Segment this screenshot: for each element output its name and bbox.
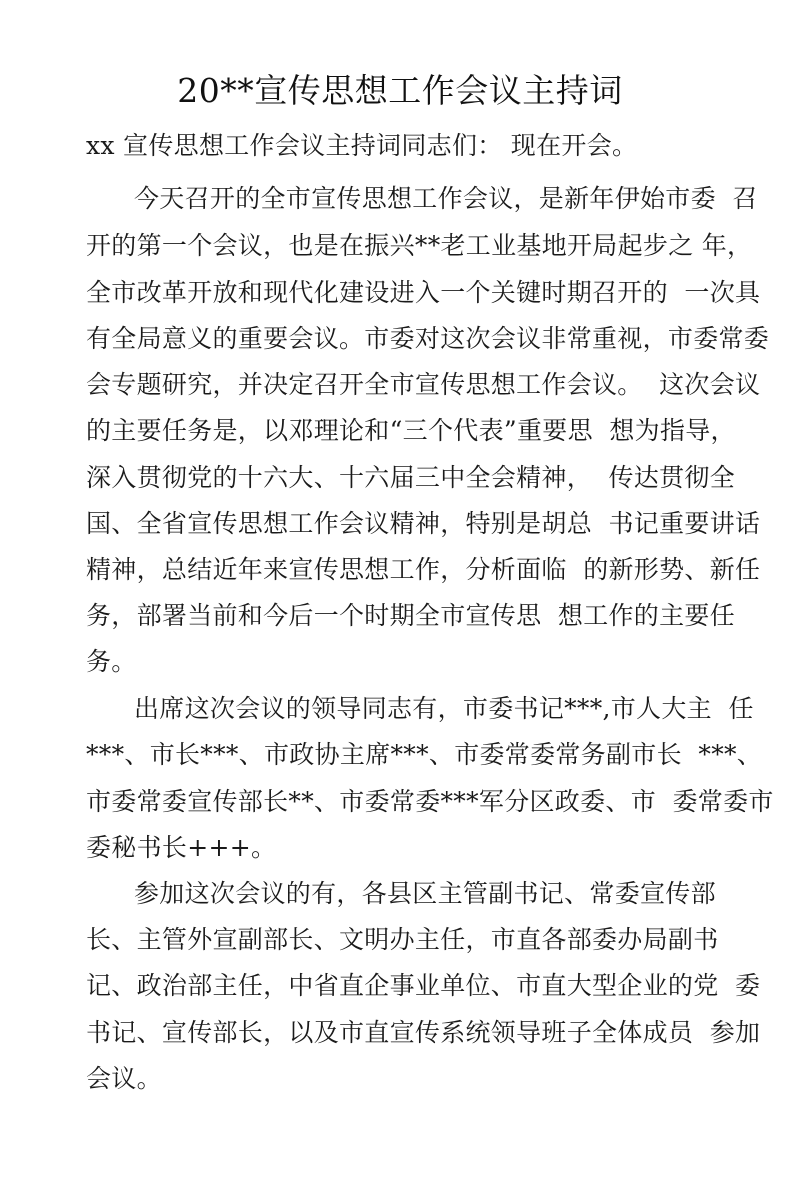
paragraph-1-line: 全市改革开放和现代化建设进入一个关键时期召开的 一次具 bbox=[86, 278, 761, 307]
paragraph-1-line: 今天召开的全市宣传思想工作会议，是新年伊始市委 召 bbox=[134, 184, 758, 213]
paragraph-2-line: 委秘书长+++。 bbox=[86, 833, 277, 862]
paragraph-3-line: 会议。 bbox=[86, 1064, 162, 1093]
paragraph-1-line: 深入贯彻党的十六大、十六届三中全会精神， 传达贯彻全 bbox=[86, 463, 735, 492]
paragraph-3-line: 书记、宣传部长，以及市直宣传系统领导班子全体成员 参加 bbox=[86, 1018, 761, 1047]
paragraph-1-line: 的主要任务是，以邓理论和“三个代表”重要思 想为指导， bbox=[86, 416, 736, 445]
document-title: 20**宣传思想工作会议主持词 bbox=[177, 71, 623, 110]
paragraph-3-line: 记、政治部主任，中省直企事业单位、市直大型企业的党 委 bbox=[86, 971, 761, 1000]
paragraph-3-line: 长、主管外宣副部长、文明办主任，市直各部委办局副书 bbox=[86, 925, 719, 954]
paragraph-1-line: 会专题研究，并决定召开全市宣传思想工作会议。 这次会议 bbox=[86, 370, 761, 399]
paragraph-1-line: 有全局意义的重要会议。市委对这次会议非常重视，市委常委 bbox=[86, 324, 770, 353]
paragraph-2-line: 出席这次会议的领导同志有，市委书记***,市人大主 任 bbox=[134, 694, 754, 723]
paragraph-2-line: 市委常委宣传部长**、市委常委***军分区政委、市 委常委市 bbox=[86, 787, 774, 816]
paragraph-3-line: 参加这次会议的有，各县区主管副书记、常委宣传部 bbox=[134, 879, 716, 908]
paragraph-1-line: 国、全省宣传思想工作会议精神，特别是胡总 书记重要讲话 bbox=[86, 509, 761, 538]
paragraph-1-line: 务，部署当前和今后一个时期全市宣传思 想工作的主要任 bbox=[86, 601, 735, 630]
paragraph-1-line: 精神，总结近年来宣传思想工作，分析面临 的新形势、新任 bbox=[86, 555, 761, 584]
opening-line: xx 宣传思想工作会议主持词同志们： 现在开会。 bbox=[86, 131, 638, 160]
paragraph-1-line: 开的第一个会议，也是在振兴**老工业基地开局起步之 年， bbox=[86, 231, 753, 260]
paragraph-1-line: 务。 bbox=[86, 647, 137, 676]
paragraph-2-line: ***、市长***、市政协主席***、市委常委常务副市长 ***、 bbox=[86, 740, 763, 769]
